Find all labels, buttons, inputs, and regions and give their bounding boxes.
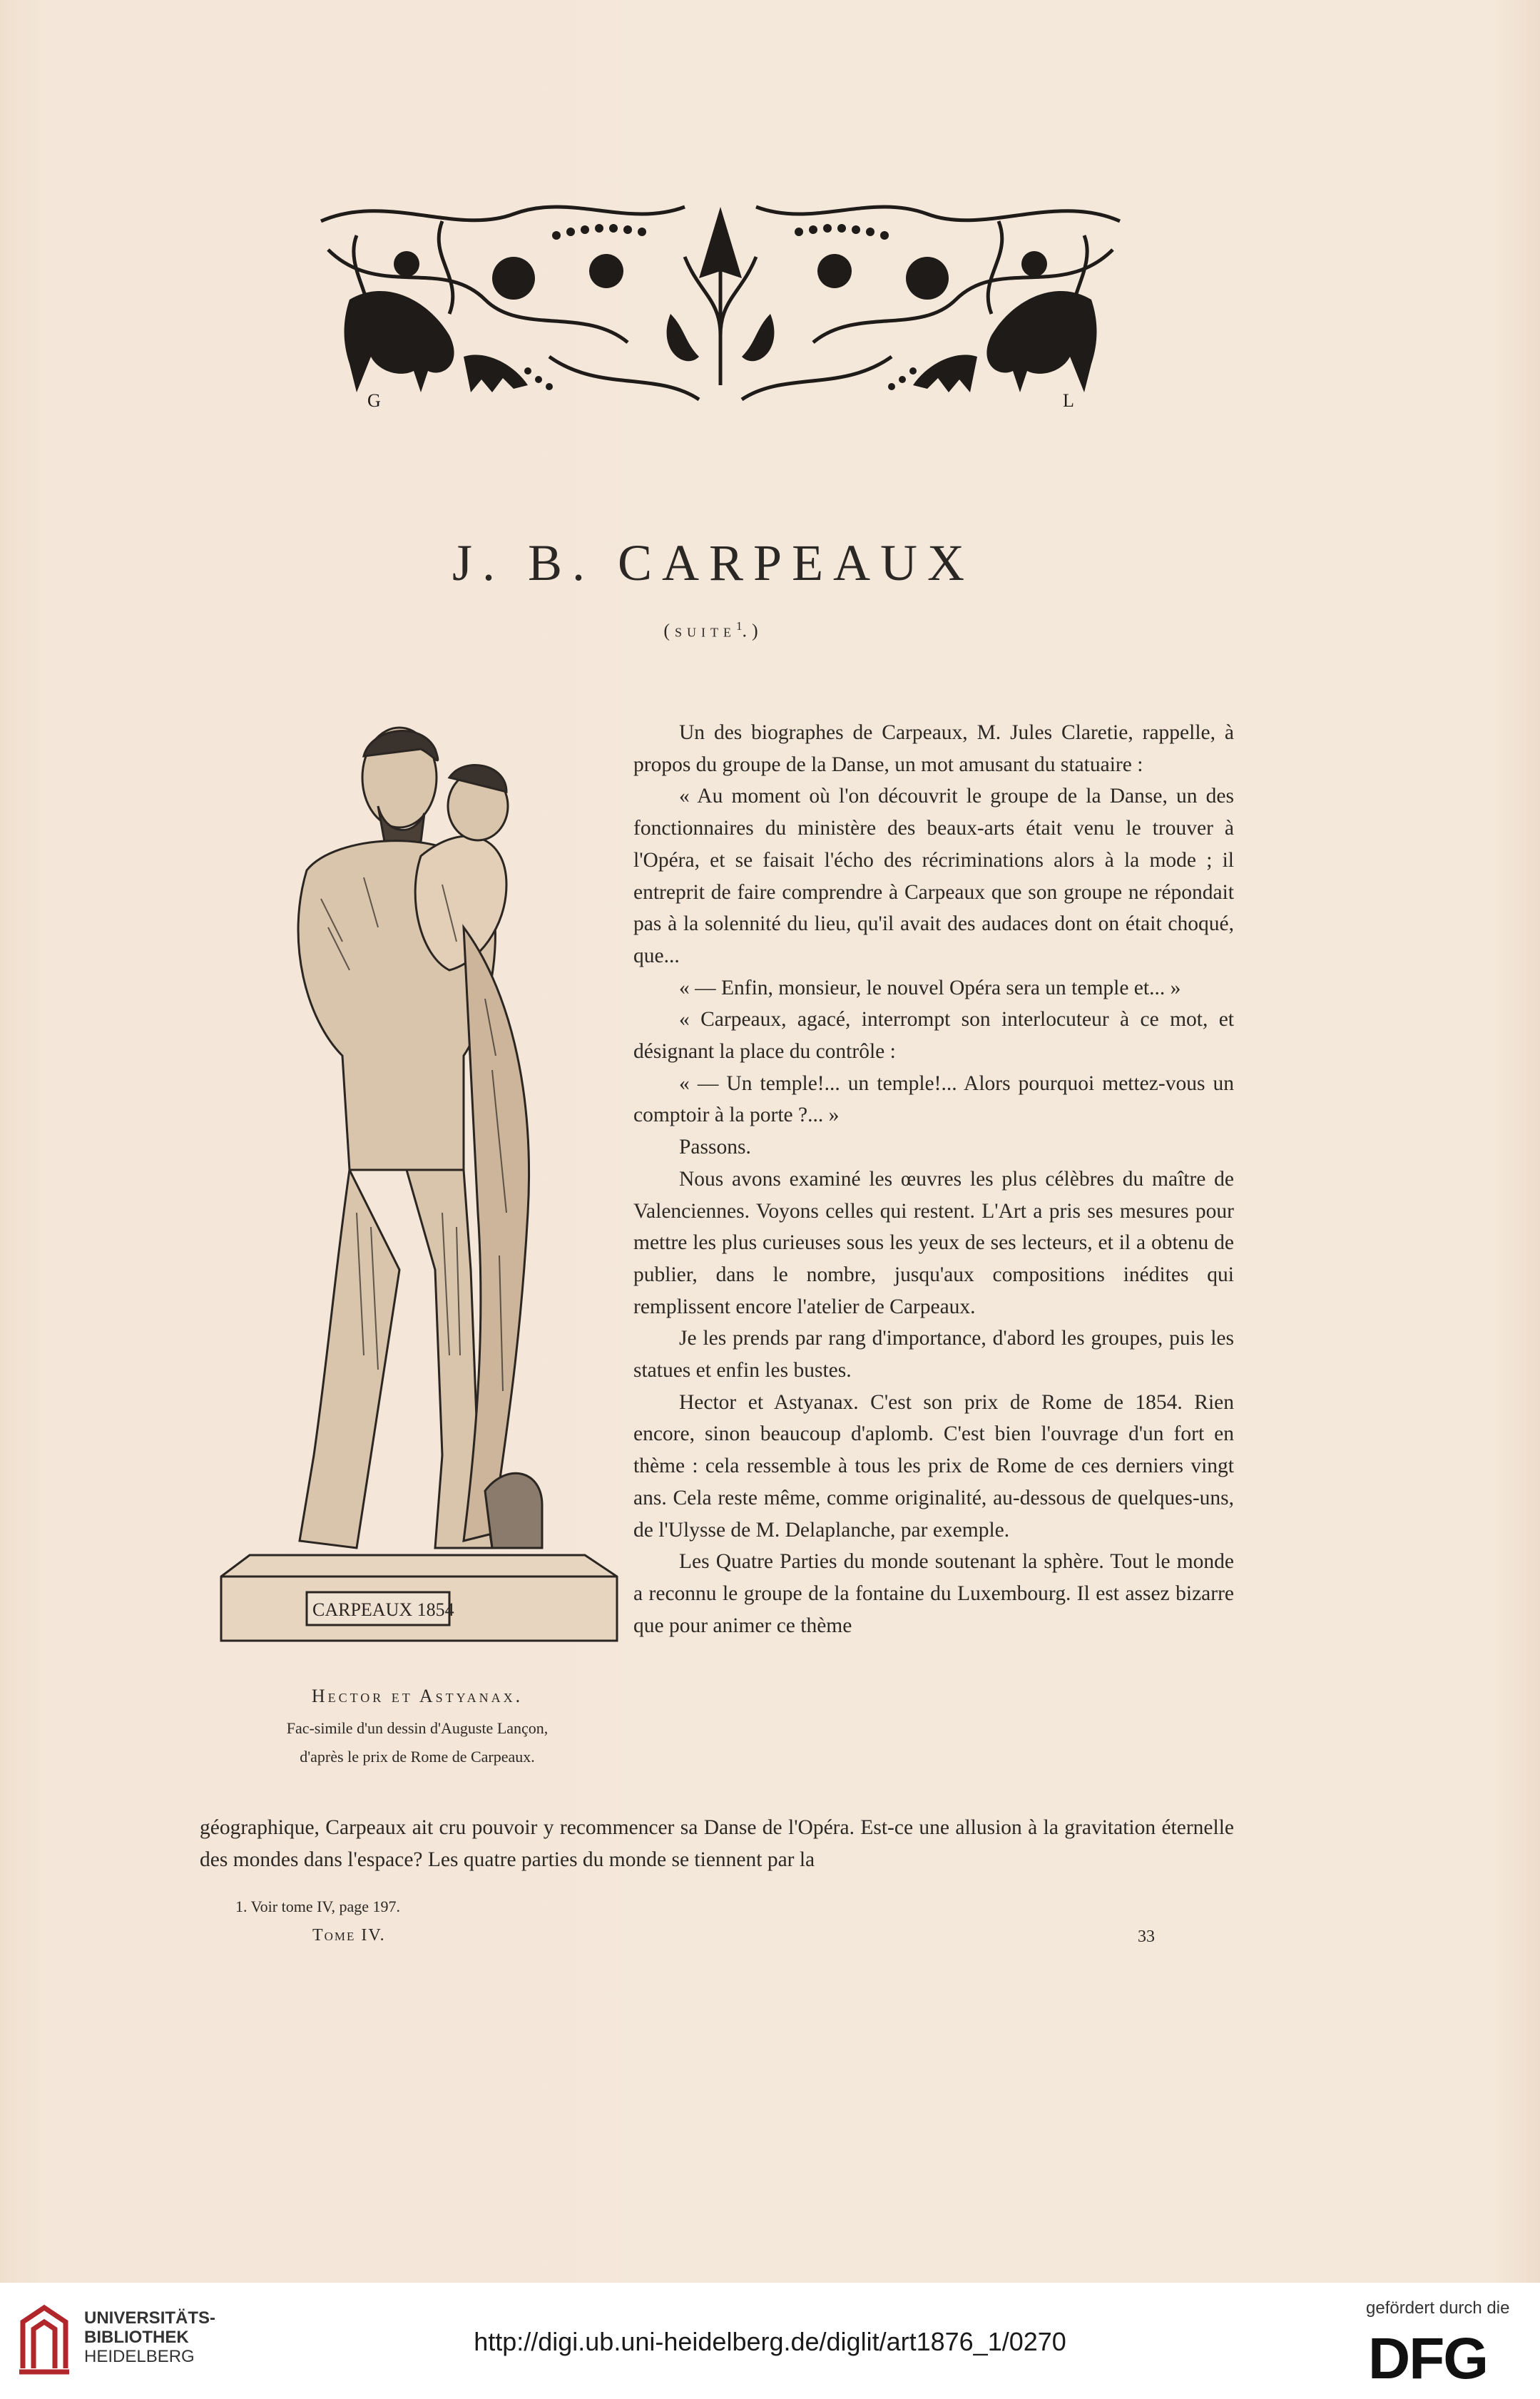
paragraph: « Carpeaux, agacé, interrompt son interlocuteur à ce mot, et désignant la place du contrôle : — [633, 1008, 1234, 1064]
figure-caption-source: d'après le prix de Rome de Carpeaux. — [300, 1748, 535, 1766]
pedestal-inscription: CARPEAUX 1854 — [312, 1599, 454, 1620]
monogram-right: L — [1063, 390, 1074, 411]
library-name-line-3: HEIDELBERG — [84, 2347, 195, 2366]
figure-caption-title: Hector et Astyanax. — [311, 1686, 524, 1706]
article-title: J. B. CARPEAUX — [452, 534, 975, 591]
footnote-marker: 1 — [735, 619, 743, 633]
paragraph: Hector et Astyanax. C'est son prix de Rome de 1854. Rien encore, sinon beaucoup d'aplomb. C'est bien l'ouvrage d'un fort en thème : cela ressemble à tous les prix de Rome de ces derniers vingt ans. Cela reste même, comme originalité, au-dessous de quelques-uns, de l'Ulysse de M. Delaplanche, par exemple. — [633, 1390, 1234, 1542]
subtitle-close: .) — [742, 620, 763, 641]
figure-caption-credit: Fac-simile d'un dessin d'Auguste Lançon, — [286, 1719, 549, 1737]
dfg-logo[interactable] — [1368, 2327, 1518, 2384]
paragraph: Passons. — [679, 1136, 751, 1159]
hector-astyanax-illustration — [207, 713, 628, 1662]
footnote: 1. Voir tome IV, page 197. — [235, 1898, 400, 1915]
dfg-logo-text: DFG — [1368, 2327, 1488, 2384]
paragraph: « — Un temple!... un temple!... Alors pourquoi mettez-vous un comptoir à la porte ?... » — [633, 1071, 1234, 1127]
permalink-url[interactable]: http://digi.ub.uni-heidelberg.de/diglit/art1876_1/0270 — [474, 2327, 1066, 2356]
paragraph: Je les prends par rang d'importance, d'abord les groupes, puis les statues et enfin les bustes. — [633, 1327, 1234, 1382]
sponsor-credit: gefördert durch die — [1366, 2298, 1510, 2318]
paragraph-continuation: géographique, Carpeaux ait cru pouvoir y recommencer sa Danse de l'Opéra. Est-ce une allusion à la gravitation éternelle des mondes dans l'espace? Les quatre parties du monde se tiennent par la — [200, 1816, 1234, 1871]
paragraph: Nous avons examiné les œuvres les plus célèbres du maître de Valenciennes. Voyons celles qui restent. L'Art a pris ses mesures pour mettre les plus curieuses sous les yeux de ses lecteurs, et il a obtenu de publier, dans le nombre, jusqu'aux compositions inédites qui remplissent encore l'atelier de Carpeaux. — [633, 1167, 1234, 1318]
article-subtitle — [0, 619, 1427, 642]
volume-label: Tome IV. — [312, 1926, 386, 1945]
article-body-column — [633, 717, 1234, 1641]
paragraph: Un des biographes de Carpeaux, M. Jules Claretie, rappelle, à propos du groupe de la Danse, un mot amusant du statuaire : — [633, 721, 1234, 776]
ornamental-headpiece — [300, 193, 1141, 421]
paragraph: « — Enfin, monsieur, le nouvel Opéra sera un temple et... » — [679, 976, 1181, 999]
paragraph: Les Quatre Parties du monde soutenant la sphère. Tout le monde a reconnu le groupe de la fontaine du Luxembourg. Il est assez bizarre que pour animer ce thème — [633, 1550, 1234, 1637]
article-body-full-width — [200, 1812, 1234, 1875]
subtitle-text: (suite — [663, 620, 736, 641]
library-name-line-1: UNIVERSITÄTS- — [84, 2308, 216, 2328]
library-name-line-2: BIBLIOTHEK — [84, 2328, 189, 2347]
paragraph: « Au moment où l'on découvrit le groupe de la Danse, un des fonctionnaires du ministère des beaux-arts était venu le trouver à l'Opéra, et se faisait l'écho des récriminations alors à la mode ; il entreprit de faire comprendre à Carpeaux que son groupe ne répondait pas à la solennité du lieu, qu'il avait des audaces dont on était choqué, que... — [633, 785, 1234, 967]
monogram-left: G — [367, 390, 381, 411]
page-number: 33 — [1138, 1927, 1155, 1946]
